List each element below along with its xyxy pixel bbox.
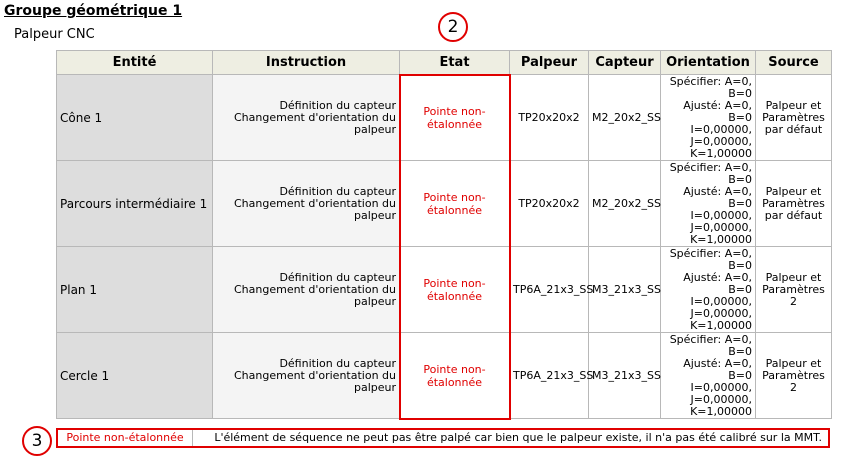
source-line: Palpeur et (765, 270, 822, 284)
source-line: Palpeur et (765, 356, 822, 370)
palpeur-cell: TP20x20x2 (510, 161, 589, 247)
instruction-cell (213, 161, 400, 247)
header-etat[interactable]: Etat (400, 51, 510, 75)
source-line: Palpeur et (765, 98, 822, 112)
orientation-line: Spécifier: A=0, (669, 74, 752, 88)
orientation-line: Spécifier: A=0, (669, 246, 752, 260)
orientation-line: J=0,00000, (690, 220, 752, 234)
orientation-cell (661, 75, 756, 161)
legend-description: L'élément de séquence ne peut pas être palpé car bien que le palpeur existe, il n'a pas été calibré sur la MMT. (214, 431, 822, 444)
instruction-line: Changement d'orientation du palpeur (233, 282, 396, 308)
instruction-cell (213, 333, 400, 419)
callout-3-marker: 3 (22, 426, 52, 456)
entity-cell: Plan 1 (57, 247, 213, 333)
orientation-line: J=0,00000, (690, 134, 752, 148)
orientation-line: Spécifier: A=0, (669, 160, 752, 174)
instruction-line: Définition du capteur (279, 98, 396, 112)
orientation-line: B=0 (728, 258, 752, 272)
orientation-line: J=0,00000, (690, 392, 752, 406)
source-cell (756, 161, 832, 247)
capteur-cell: M2_20x2_SS (589, 75, 661, 161)
orientation-line: K=1,00000 (690, 146, 752, 160)
orientation-line: K=1,00000 (690, 232, 752, 246)
table-row[interactable] (57, 75, 832, 161)
header-orientation[interactable]: Orientation (661, 51, 756, 75)
entity-cell: Cône 1 (57, 75, 213, 161)
legend-row (56, 428, 830, 448)
probe-table (56, 50, 832, 419)
orientation-line: I=0,00000, (690, 208, 752, 222)
capteur-cell: M3_21x3_SS (589, 333, 661, 419)
palpeur-cell: TP6A_21x3_SS (510, 333, 589, 419)
orientation-line: Spécifier: A=0, (669, 332, 752, 346)
callout-2-marker: 2 (438, 12, 468, 42)
orientation-line: Ajusté: A=0, B=0 (683, 98, 752, 124)
orientation-cell (661, 333, 756, 419)
orientation-line: Ajusté: A=0, B=0 (683, 184, 752, 210)
orientation-line: B=0 (728, 86, 752, 100)
orientation-line: B=0 (728, 172, 752, 186)
table-row[interactable] (57, 333, 832, 419)
capteur-cell: M3_21x3_SS (589, 247, 661, 333)
palpeur-cell: TP6A_21x3_SS (510, 247, 589, 333)
orientation-line: B=0 (728, 344, 752, 358)
source-cell (756, 247, 832, 333)
header-capteur[interactable]: Capteur (589, 51, 661, 75)
orientation-line: I=0,00000, (690, 380, 752, 394)
entity-cell: Parcours intermédiaire 1 (57, 161, 213, 247)
header-entite[interactable]: Entité (57, 51, 213, 75)
instruction-cell (213, 247, 400, 333)
table-row[interactable] (57, 161, 832, 247)
orientation-line: J=0,00000, (690, 306, 752, 320)
orientation-line: K=1,00000 (690, 404, 752, 418)
source-line: Paramètres (762, 110, 825, 124)
source-cell (756, 75, 832, 161)
page-subtitle: Palpeur CNC (14, 27, 95, 42)
header-palpeur[interactable]: Palpeur (510, 51, 589, 75)
instruction-line: Changement d'orientation du palpeur (233, 110, 396, 136)
source-line: Paramètres 2 (762, 368, 825, 394)
capteur-cell: M2_20x2_SS (589, 161, 661, 247)
palpeur-cell: TP20x20x2 (510, 75, 589, 161)
orientation-line: Ajusté: A=0, B=0 (683, 356, 752, 382)
etat-cell: Pointe non-étalonnée (400, 161, 510, 247)
instruction-line: Définition du capteur (279, 270, 396, 284)
etat-cell: Pointe non-étalonnée (400, 247, 510, 333)
source-line: Palpeur et (765, 184, 822, 198)
orientation-cell (661, 247, 756, 333)
header-instruction[interactable]: Instruction (213, 51, 400, 75)
instruction-cell (213, 75, 400, 161)
orientation-line: I=0,00000, (690, 294, 752, 308)
orientation-cell (661, 161, 756, 247)
instruction-line: Définition du capteur (279, 184, 396, 198)
instruction-line: Changement d'orientation du palpeur (233, 196, 396, 222)
source-line: par défaut (764, 122, 823, 136)
orientation-line: I=0,00000, (690, 122, 752, 136)
instruction-line: Définition du capteur (279, 356, 396, 370)
orientation-line: Ajusté: A=0, B=0 (683, 270, 752, 296)
etat-cell: Pointe non-étalonnée (400, 75, 510, 161)
table-row[interactable] (57, 247, 832, 333)
source-line: Paramètres (762, 196, 825, 210)
orientation-line: K=1,00000 (690, 318, 752, 332)
page-title: Groupe géométrique 1 (4, 3, 183, 19)
header-source[interactable]: Source (756, 51, 832, 75)
source-cell (756, 333, 832, 419)
legend-key: Pointe non-étalonnée (58, 430, 193, 446)
etat-cell: Pointe non-étalonnée (400, 333, 510, 419)
source-line: par défaut (764, 208, 823, 222)
source-line: Paramètres 2 (762, 282, 825, 308)
entity-cell: Cercle 1 (57, 333, 213, 419)
table-header-row (57, 51, 832, 75)
instruction-line: Changement d'orientation du palpeur (233, 368, 396, 394)
